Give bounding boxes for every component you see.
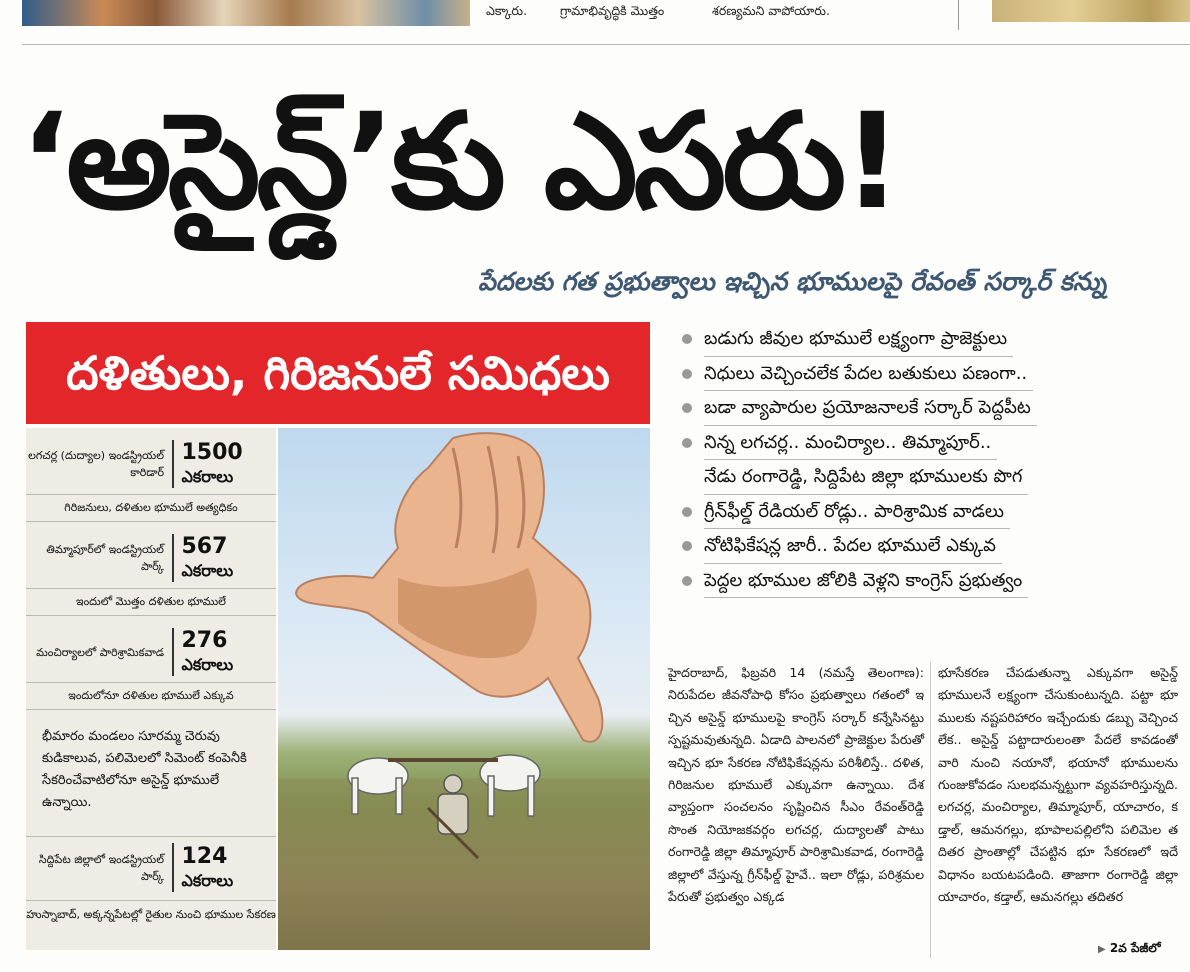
bullet-list — [678, 322, 1190, 598]
stat-footer: హుస్నాబాద్, అక్కన్నపేటల్లో రైతుల నుంచి భూముల సేకరణ — [26, 900, 276, 924]
bullet-text: నిధులు వెచ్చించలేక పేదల బతుకులు పణంగా.. — [704, 357, 1033, 392]
bullet-text: బడా వ్యాపారుల ప్రయోజనాలకే సర్కార్ పెద్దపీట — [704, 391, 1037, 426]
stat-value — [174, 628, 234, 676]
bullet-text: పెద్దల భూముల జోలికి వెళ్లని కాంగ్రెస్ ప్రభుత్వం — [704, 564, 1028, 599]
hand-over-farmer-photo — [278, 428, 650, 950]
subheadline: పేదలకు గత ప్రభుత్వాలు ఇచ్చిన భూములపై రేవంత్ సర్కార్ కన్ను — [478, 267, 1107, 296]
top-strip-photo-left — [22, 0, 470, 26]
top-column-rule — [958, 0, 959, 30]
article-column-2: భూసేకరణ చేపడుతున్నా ఎక్కువగా అసైన్డ్ భూములనే లక్ష్యంగా చేసుకుంటున్నది. పట్టా భూ ములకు నష్టపరిహారం ఇచ్చేందుకు డబ్బు వెచ్చించలేక.. అసైన్డ్ పట్టాదారులంతా పేదలే కావడంతో వారి నుంచి నయానో, భయానో భూములను గుంజుకోవడం సులభమన్నట్టుగా వ్యవహరిస్తున్నది. లగచర్ల, మంచిర్యాల, తిమ్మాపూర్, యాచారం, కడ్తాల్, ఆమనగల్లు, భూపాలపల్లిలోని పలిమెల తదితర ప్రాంతాల్లో చేపట్టిన భూ సేకరణలో ఇదే విధానం బయటపడింది. తాజాగా రంగారెడ్డి జిల్లా యాచారం, కడ్తాల్, ఆమనగల్లు తదితర — [938, 665, 1178, 905]
stat-number: 276 — [181, 628, 228, 653]
stat-number: 124 — [181, 843, 228, 869]
bullet-dot-icon — [682, 541, 692, 551]
bullet-item — [678, 495, 1190, 530]
top-col-3: శరణ్యమని వాపోయారు. — [712, 3, 830, 18]
stat-item — [26, 836, 276, 898]
triangle-right-icon: ▶ — [1098, 944, 1106, 955]
stat-value — [174, 534, 234, 582]
stat-label: తిమ్మాపూర్‌లో ఇండస్ట్రియల్ పార్క్ — [46, 543, 164, 573]
bullet-text: బడుగు జీవుల భూములే లక్ష్యంగా ప్రాజెక్టులు — [704, 322, 1013, 357]
stat-unit: ఎకరాలు — [181, 467, 234, 486]
bullet-item — [678, 426, 1190, 461]
stats-panel — [26, 428, 276, 950]
bullet-item — [678, 391, 1190, 426]
bullet-text: నిన్న లగచర్ల.. మంచిర్యాల.. తిమ్మాపూర్.. — [704, 426, 997, 461]
continued-text: 2వ పేజీలో — [1109, 941, 1161, 955]
stat-label: మంచిర్యాలలో పారిశ్రామికవాడ — [36, 645, 164, 659]
bullet-item — [678, 322, 1190, 357]
stat-unit: ఎకరాలు — [181, 870, 234, 890]
top-col-2: గ్రామాభివృద్ధికి మొత్తం — [560, 3, 665, 18]
bullet-dot-icon — [682, 403, 692, 413]
stat-unit: ఎకరాలు — [181, 561, 234, 580]
stat-number: 567 — [181, 534, 228, 559]
stat-paragraph: భీమారం మండలం సూరమ్మ చెరువు కుడికాలువ, పలిమెలలో సిమెంట్ కంపెనీకి సేకరించేవాటిలోనూ అసైన్డ్ భూములే ఉన్నాయి. — [42, 729, 247, 810]
bullet-text: నేడు రంగారెడ్డి, సిద్దిపేట జిల్లా భూములకు పొగ — [704, 460, 1028, 495]
stat-item — [26, 434, 276, 494]
stat-value — [174, 844, 234, 892]
bullet-dot-icon — [682, 369, 692, 379]
bullet-dot-icon — [682, 576, 692, 586]
bullet-item — [678, 357, 1190, 392]
stat-value — [174, 440, 243, 488]
top-col-1: ఎక్కారు. — [486, 3, 528, 18]
bullet-text: నోటిఫికేషన్ల జారీ.. పేదల భూములే ఎక్కువ — [704, 529, 1002, 564]
stat-label: లగచర్ల (దుద్యాల) ఇండస్ట్రియల్ కారిడార్ — [28, 449, 164, 479]
red-banner: దళితులు, గిరిజనులే సమిధలు — [26, 322, 650, 424]
top-strip — [0, 0, 1190, 44]
stat-item — [26, 622, 276, 682]
bullet-dot-icon — [682, 507, 692, 517]
top-strip-photo-right — [992, 0, 1190, 22]
bullet-text: గ్రీన్‌ఫీల్డ్ రేడియల్ రోడ్లు.. పారిశ్రామిక వాడలు — [704, 495, 1010, 530]
continued-link[interactable] — [1098, 938, 1161, 960]
photo-illustration — [278, 428, 650, 950]
stat-item — [26, 528, 276, 588]
column-separator — [930, 662, 931, 958]
stat-note: గిరిజనులు, దళితుల భూములే అత్యధికం — [26, 494, 276, 522]
headline: ‘అసైన్డ్’కు ఎసరు! — [20, 85, 899, 239]
bullet-item — [678, 564, 1190, 599]
article-column-1: హైదరాబాద్, ఫిబ్రవరి 14 (నమస్తే తెలంగాణ): నిరుపేదల జీవనోపాధి కోసం ప్రభుత్వాలు గతంలో ఇచ్చిన అసైన్డ్ భూములపై కాంగ్రెస్ సర్కార్ కన్నేసినట్టు స్పష్టమవుతున్నది. ఏడాది పాలనలో ప్రాజెక్టుల పేరుతో ఇచ్చిన భూ సేకరణ నోటిఫికేషన్లను పరిశీలిస్తే.. దళిత, గిరిజనుల భూములే ఎక్కువగా ఉన్నాయి. దేశవ్యాప్తంగా సంచలనం సృష్టించిన సీఎం రేవంత్‌రెడ్డి సొంత నియోజకవర్గం లగచర్ల, దుద్యాలతో పాటు రంగారెడ్డి జిల్లా తిమ్మాపూర్ పారిశ్రామికవాడ, రంగారెడ్డి జిల్లాలో వేస్తున్న గ్రీన్‌ఫీల్డ్ హైవే.. ఇలా రోడ్లు, పరిశ్రమల పేరుతో ప్రభుత్వం ఎక్కడ — [668, 665, 924, 905]
stat-unit: ఎకరాలు — [181, 655, 234, 674]
stat-label: సిద్దిపేట జిల్లాలో ఇండస్ట్రియల్ పార్క్ — [38, 852, 164, 883]
bullet-dot-icon — [682, 334, 692, 344]
bullet-item-continuation — [678, 460, 1190, 495]
top-divider — [22, 44, 1190, 45]
stat-note: ఇందులో మొత్తం దళితుల భూములే — [26, 588, 276, 616]
stat-note: ఇందులోనూ దళితుల భూములే ఎక్కువ — [26, 682, 276, 710]
bullet-item — [678, 529, 1190, 564]
stat-number: 1500 — [181, 440, 243, 465]
bullet-dot-icon — [682, 438, 692, 448]
